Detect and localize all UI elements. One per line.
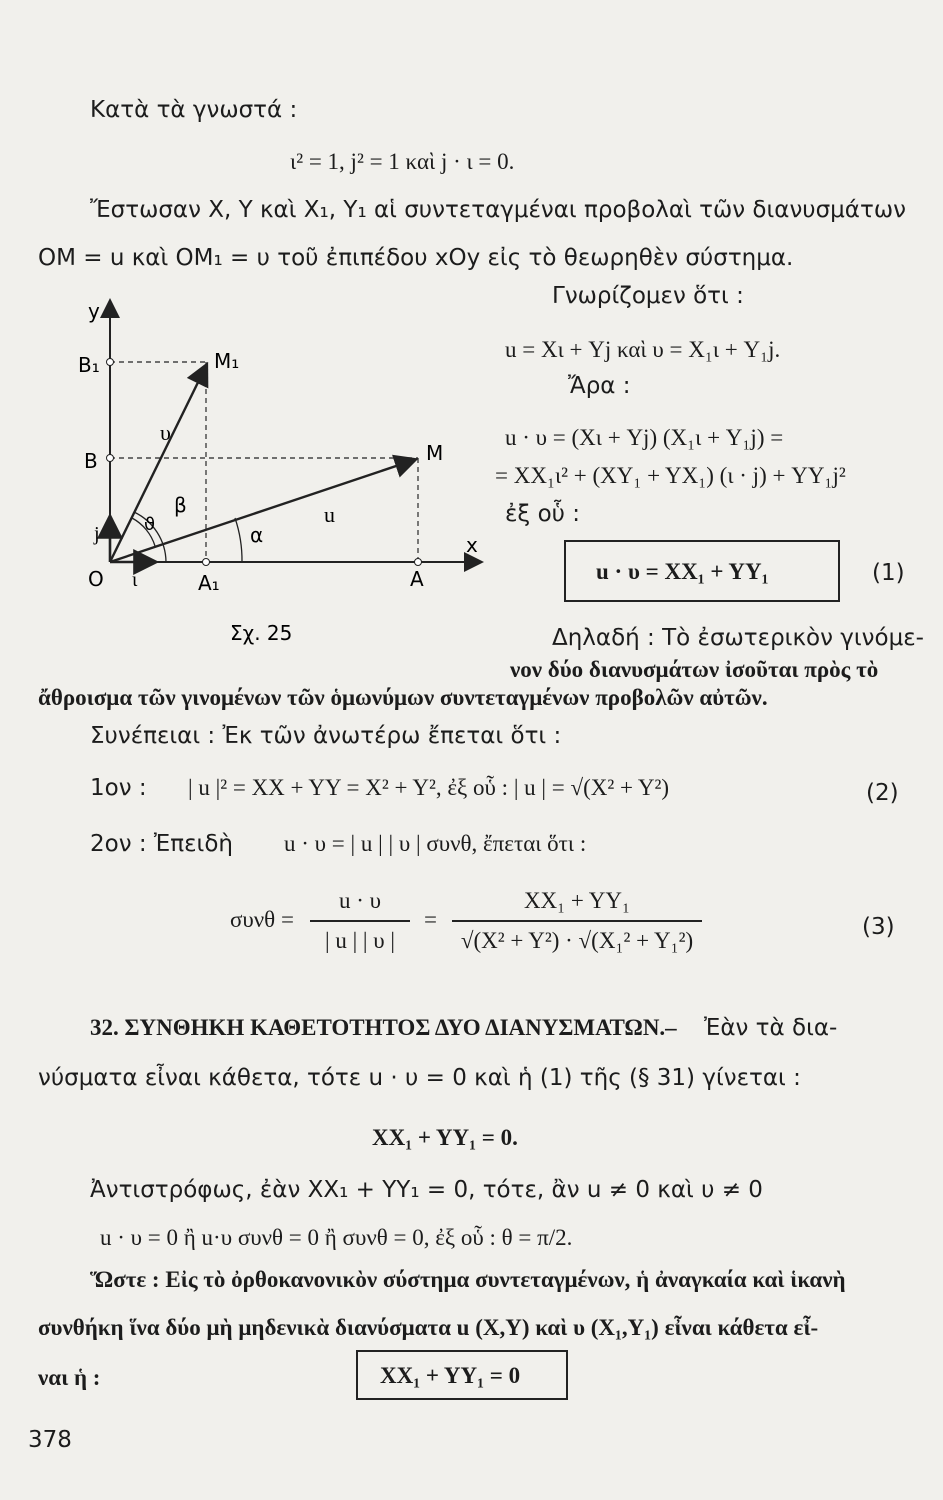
label-alpha: α [250,523,264,547]
whence-line: ἐξ οὗ : [505,501,581,527]
label-origin: O [88,567,104,591]
fraction-1-numerator: u · υ [338,888,382,913]
knowledge-line: Γνωρίζομεν ὅτι : [552,283,744,309]
point-b1 [107,359,114,366]
consequences-line: Συνέπειαι : Ἐκ τῶν ἀνωτέρω ἔπεται ὅτι : [90,723,562,749]
figure-caption: Σχ. 25 [230,621,293,645]
conclusion-line-2: συνθήκη ἵνα δύο μὴ μηδενικὰ διανύσματα u (X,Y) καὶ υ (X₁,Y₁) εἶναι κάθετα εἶ- [38,1315,819,1340]
page-number: 378 [28,1427,72,1453]
label-m: M [426,441,444,465]
vector-diagram [70,290,500,660]
label-u: u [324,502,335,527]
theta-derivation-line: u · υ = 0 ἢ u·υ συνθ = 0 ἢ συνθ = 0, ἐξ οὗ : θ = π/2. [100,1225,573,1250]
vectors-definition-line: ΟΜ = u καὶ ΟΜ₁ = υ τοῦ ἐπιπέδου xOy εἰς τὸ θεωρηθὲν σύστημα. [38,245,794,271]
cos-theta-label: συνθ = [230,907,294,932]
label-j: j [94,523,100,545]
dot-product-expansion-2: = XX₁ι² + (XY₁ + YX₁) (ι · j) + YY₁j² [495,463,846,488]
point-b [107,455,114,462]
final-condition: XX₁ + YY₁ = 0 [380,1363,521,1388]
namely-line: Δηλαδή : Τὸ ἐσωτερικὸν γινόμε- [552,625,924,651]
section-32-line-2: νύσματα εἶναι κάθετα, τότε u · υ = 0 καὶ ἡ (1) τῆς (§ 31) γίνεται : [38,1065,801,1091]
second-consequence-equation: u · υ = | u | | υ | συνθ, ἔπεται ὅτι : [284,831,587,856]
perpendicularity-equation: XX₁ + YY₁ = 0. [372,1125,518,1150]
dot-product-expansion: u · υ = (Xι + Yj) (X₁ι + Y₁j) = [505,425,784,450]
fraction-2-numerator: XX₁ + YY₁ [523,888,631,913]
second-consequence-label: 2ον : Ἐπειδὴ [90,831,233,857]
point-a [415,559,422,566]
equals-sign: = [424,907,437,932]
label-i: ι [132,569,138,591]
fraction-2-denominator: √(X² + Y²) · √(X₁² + Y₁²) [460,928,694,953]
label-theta: ϑ [144,514,156,535]
label-x: x [466,533,478,557]
equation-1: u · υ = XX₁ + YY₁ [596,559,769,584]
vector-decomposition: u = Xι + Yj καὶ υ = X₁ι + Y₁j. [505,337,781,362]
label-y: y [88,299,100,323]
section-32-title: 32. ΣΥΝΘΗΚΗ ΚΑΘΕΤΟΤΗΤΟΣ ΔΥΟ ΔΙΑΝΥΣΜΑΤΩΝ.– [90,1015,677,1040]
conclusion-line-1: Ὥστε : Εἰς τὸ ὀρθοκανονικὸν σύστημα συντεταγμένων, ἡ ἀναγκαία καὶ ἱκανὴ [90,1267,846,1292]
label-v: υ [160,420,171,445]
namely-line-3: ἄθροισμα τῶν γινομένων τῶν ὁμωνύμων συντεταγμένων προβολῶν αὐτῶν. [38,685,768,710]
label-a1: A₁ [198,571,220,595]
first-consequence-label: 1ον : [90,775,147,801]
equation-1-box [564,540,840,602]
projections-line: Ἔστωσαν Χ, Υ καὶ Χ₁, Υ₁ αἱ συντεταγμέναι προβολαὶ τῶν διανυσμάτων [90,197,906,223]
equation-3-number: (3) [862,914,895,940]
equation-1-number: (1) [872,560,905,586]
intro-line: Κατὰ τὰ γνωστά : [90,97,298,123]
first-consequence-equation: | u |² = XX + YY = X² + Y², ἐξ οὗ : | u | = √(X² + Y²) [188,775,670,800]
equation-2-number: (2) [866,780,899,806]
point-a1 [203,559,210,566]
label-m1: M₁ [214,349,240,373]
label-a: A [410,567,424,591]
unit-vectors-equation: ι² = 1, j² = 1 καὶ j · ι = 0. [290,149,515,174]
conclusion-line-3: ναι ἡ : [38,1365,101,1390]
final-condition-box [356,1350,568,1400]
fraction-1-bar [310,920,410,922]
fraction-1-denominator: | u | | υ | [324,928,396,953]
label-b1: B₁ [78,353,100,377]
conversely-line: Ἀντιστρόφως, ἐὰν XX₁ + YY₁ = 0, τότε, ἂν u ≠ 0 καὶ υ ≠ 0 [90,1177,763,1203]
namely-line-2: νον δύο διανυσμάτων ἰσοῦται πρὸς τὸ [510,657,879,682]
label-b: B [84,449,98,473]
therefore-line: Ἄρα : [568,373,631,399]
section-32-intro: Ἐὰν τὰ δια- [704,1015,838,1041]
angle-alpha-arc [235,518,242,562]
fraction-2-bar [452,920,702,922]
label-beta: β [174,493,187,517]
